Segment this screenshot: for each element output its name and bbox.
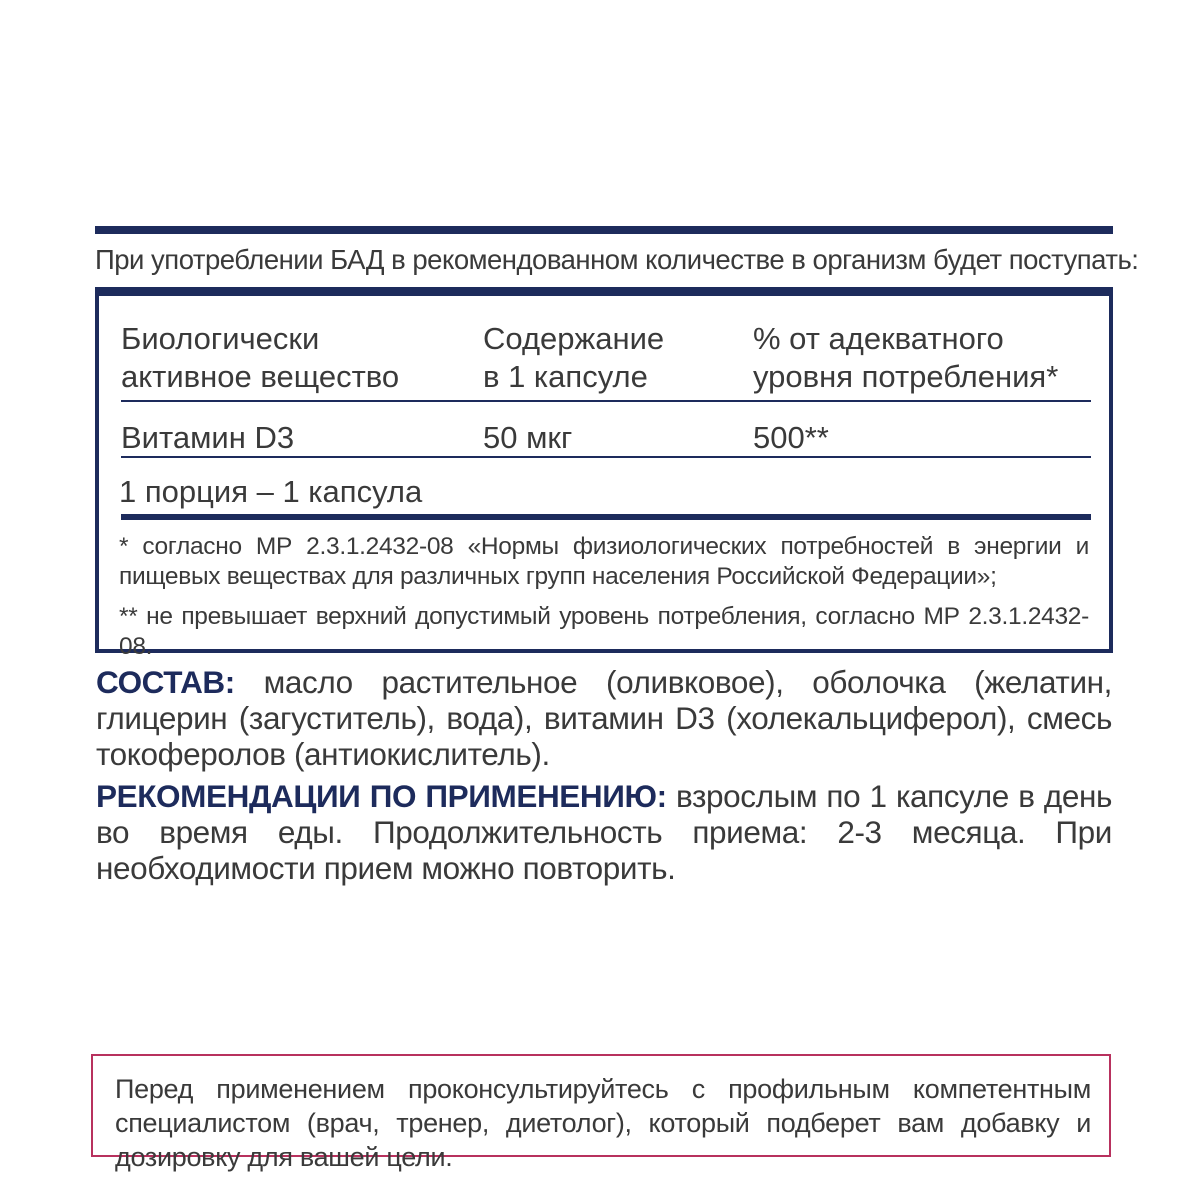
composition-paragraph	[96, 664, 1112, 772]
top-rule	[95, 226, 1113, 234]
cell-percent: 500**	[753, 420, 829, 455]
cell-substance: Витамин D3	[121, 420, 295, 455]
recommendations-text: взрослым по 1 капсуле в день во время еды. Продолжительность приема: 2-3 месяца. При необходимости прием можно повторить.	[96, 778, 1112, 886]
header-percent-line-2: уровня потребления*	[753, 359, 1059, 394]
nutrition-table	[95, 287, 1113, 660]
footnote-1: * согласно МР 2.3.1.2432-08 «Нормы физиологических потребностей в энергии и пищевых веществах для различных групп населения Российской Федерации»;	[119, 533, 1089, 590]
header-percent	[753, 320, 1058, 396]
header-substance-line-2: активное вещество	[121, 359, 400, 394]
header-amount-line-2: в 1 капсуле	[483, 359, 648, 394]
cell-amount: 50 мкг	[483, 420, 573, 455]
footnote-2: ** не превышает верхний допустимый уровень потребления, согласно МР 2.3.1.2432-08.	[119, 603, 1089, 660]
composition-label: СОСТАВ:	[96, 664, 235, 700]
header-substance-line-1: Биологически	[121, 321, 320, 356]
row-divider	[121, 456, 1091, 458]
warning-box	[91, 1054, 1111, 1172]
header-amount-line-1: Содержание	[483, 321, 665, 356]
warning-text: Перед применением проконсультируйтесь с профильным компетентным специалистом (врач, тренер, диетолог), который подберет вам добавку и дозировку для вашей цели.	[115, 1074, 1091, 1172]
intro-text: При употреблении БАД в рекомендованном количестве в организм будет поступать:	[95, 244, 1139, 275]
footnote-divider	[121, 514, 1091, 520]
header-amount	[483, 320, 664, 396]
recommendations-paragraph	[96, 778, 1112, 886]
header-divider	[121, 400, 1091, 402]
header-percent-line-1: % от адекватного	[753, 321, 1004, 356]
composition-text: масло растительное (оливковое), оболочка (желатин, глицерин (загуститель), вода), витамин D3 (холекальциферол), смесь токоферолов (антиокислитель).	[96, 664, 1112, 772]
header-substance	[121, 320, 399, 396]
recommendations-label: РЕКОМЕНДАЦИИ ПО ПРИМЕНЕНИЮ:	[96, 778, 667, 814]
serving-text: 1 порция – 1 капсула	[119, 474, 423, 509]
